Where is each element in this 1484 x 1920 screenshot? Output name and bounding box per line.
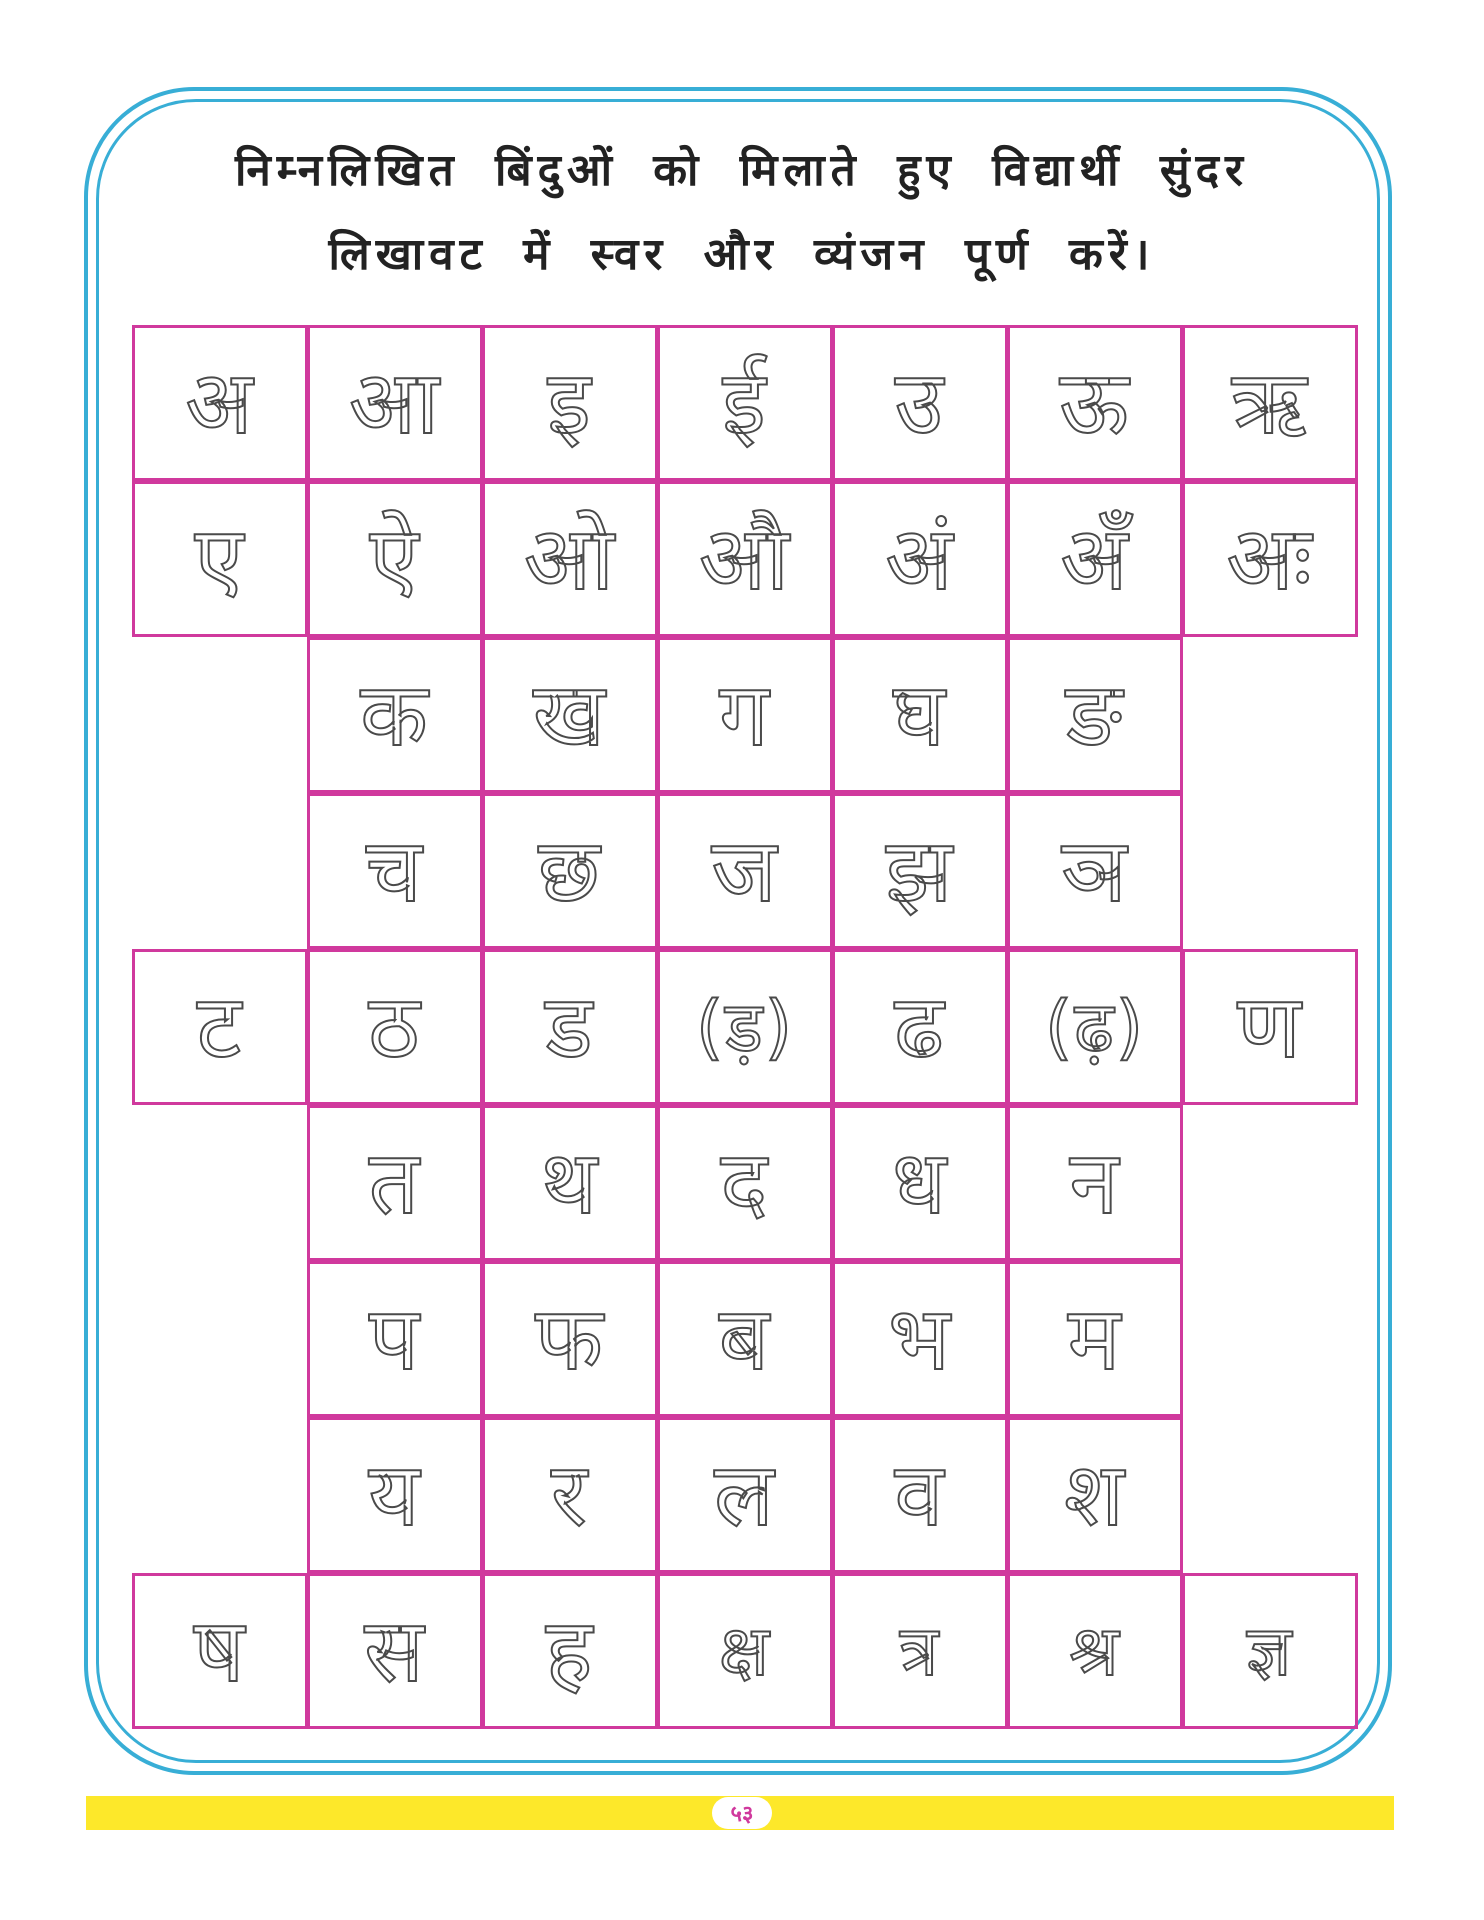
dotted-letter: ऊ [1059, 351, 1131, 454]
dotted-letter: न [1069, 1131, 1121, 1234]
letter-cell [1007, 481, 1183, 637]
letter-cell [1182, 1573, 1358, 1729]
letter-cell [307, 793, 483, 949]
dotted-letter: ल [714, 1443, 776, 1546]
dotted-letter: थ [540, 1131, 600, 1234]
letter-cell [307, 1261, 483, 1417]
dotted-letter: ऋ [1231, 351, 1309, 454]
dotted-letter: क्ष [718, 1610, 772, 1692]
dotted-letter: श्र [1069, 1610, 1121, 1692]
letter-cell [482, 637, 658, 793]
empty-cell [132, 1261, 308, 1417]
empty-cell [132, 1417, 308, 1573]
dotted-letter: (ढ़) [1044, 986, 1146, 1068]
dotted-letter: त [368, 1131, 422, 1234]
dotted-letter: अः [1226, 507, 1314, 610]
dotted-letter: ह [545, 1599, 595, 1702]
letter-cell [307, 1573, 483, 1729]
letter-cell [657, 1261, 833, 1417]
letter-cell [832, 793, 1008, 949]
letter-cell [1007, 637, 1183, 793]
letter-cell [1007, 1417, 1183, 1573]
letter-cell [1007, 949, 1183, 1105]
letter-cell [1182, 481, 1358, 637]
dotted-letter: ई [722, 351, 768, 454]
letter-cell [307, 949, 483, 1105]
dotted-letter: ओ [523, 507, 617, 610]
dotted-letter: त्र [899, 1610, 941, 1692]
letter-cell [1007, 325, 1183, 481]
letter-cell [832, 325, 1008, 481]
dotted-letter: प [369, 1287, 421, 1390]
letter-cell [482, 1105, 658, 1261]
letter-cell [832, 1261, 1008, 1417]
dotted-letter: ष [193, 1599, 247, 1702]
dotted-letter: ज्ञ [1246, 1610, 1294, 1692]
letter-cell [307, 1417, 483, 1573]
letter-cell [307, 325, 483, 481]
dotted-letter: औ [698, 507, 792, 610]
letter-cell [1007, 1261, 1183, 1417]
empty-cell [132, 637, 308, 793]
letter-cell [832, 637, 1008, 793]
letter-cell [132, 1573, 308, 1729]
dotted-letter: ऐ [369, 507, 421, 610]
dotted-letter: अं [885, 507, 955, 610]
letter-cell [657, 637, 833, 793]
letter-cell [132, 481, 308, 637]
letter-cell [832, 1573, 1008, 1729]
dotted-letter: घ [892, 663, 947, 766]
letter-cell [132, 949, 308, 1105]
letter-cell [832, 1105, 1008, 1261]
dotted-letter: द [720, 1131, 770, 1234]
dotted-letter: च [366, 819, 424, 922]
letter-cell [657, 481, 833, 637]
dotted-letter: झ [885, 819, 955, 922]
dotted-letter: (ड़) [695, 986, 795, 1068]
dotted-letter: अँ [1060, 507, 1130, 610]
letter-cell [1182, 949, 1358, 1105]
dotted-letter: व [894, 1443, 946, 1546]
letter-cell [657, 1417, 833, 1573]
letter-cell [307, 481, 483, 637]
letter-cell [1182, 325, 1358, 481]
dotted-letter: ण [1237, 975, 1303, 1078]
letter-cell [307, 637, 483, 793]
dotted-letter: ए [194, 507, 246, 610]
letter-cell [657, 949, 833, 1105]
dotted-letter: ग [719, 663, 771, 766]
page-number-badge [712, 1797, 772, 1829]
letter-cell [132, 325, 308, 481]
letter-cell [657, 1573, 833, 1729]
dotted-letter: छ [538, 819, 602, 922]
letter-cell [1007, 1105, 1183, 1261]
letter-cell [657, 325, 833, 481]
empty-cell [1182, 1417, 1358, 1573]
letter-cell [657, 1105, 833, 1261]
empty-cell [132, 793, 308, 949]
dotted-letter: ञ [1061, 819, 1129, 922]
dotted-letter: ढ [894, 975, 946, 1078]
empty-cell [132, 1105, 308, 1261]
dotted-letter: उ [894, 351, 946, 454]
dotted-letter: श [1064, 1443, 1126, 1546]
letter-cell [482, 1573, 658, 1729]
letter-cell [482, 325, 658, 481]
dotted-letter: भ [888, 1287, 952, 1390]
letter-cell [1007, 793, 1183, 949]
instruction-line-1: निम्नलिखित बिंदुओं को मिलाते हुए विद्यार्थी सुंदर [234, 145, 1249, 196]
dotted-letter: स [364, 1599, 426, 1702]
dotted-letter: इ [547, 351, 593, 454]
letter-cell [832, 949, 1008, 1105]
dotted-letter: ज [711, 819, 779, 922]
dotted-letter: ब [718, 1287, 772, 1390]
letter-cell [657, 793, 833, 949]
instruction-line-2: लिखावट में स्वर और व्यंजन पूर्ण करें। [328, 229, 1156, 280]
letter-cell [482, 793, 658, 949]
dotted-letter: ड [545, 975, 595, 1078]
empty-cell [1182, 637, 1358, 793]
dotted-letter: ङ [1065, 663, 1125, 766]
empty-cell [1182, 793, 1358, 949]
dotted-letter: फ [535, 1287, 605, 1390]
letter-cell [1007, 1573, 1183, 1729]
dotted-letter: ध [891, 1131, 949, 1234]
dotted-letter: क [360, 663, 430, 766]
letter-cell [482, 481, 658, 637]
dotted-letter: र [551, 1443, 589, 1546]
letter-cell [832, 481, 1008, 637]
dotted-letter: ट [196, 975, 244, 1078]
dotted-letter: आ [349, 351, 441, 454]
empty-cell [1182, 1261, 1358, 1417]
dotted-letter: म [1067, 1287, 1123, 1390]
letter-cell [482, 1417, 658, 1573]
page-number: ५३ [730, 1802, 754, 1827]
dotted-letter: ख [533, 663, 607, 766]
dotted-letter: य [368, 1443, 422, 1546]
empty-cell [1182, 1105, 1358, 1261]
dotted-letter: ठ [368, 975, 422, 1078]
letter-cell [832, 1417, 1008, 1573]
letter-cell [482, 949, 658, 1105]
letter-cell [307, 1105, 483, 1261]
dotted-letter: अ [185, 351, 255, 454]
letter-cell [482, 1261, 658, 1417]
